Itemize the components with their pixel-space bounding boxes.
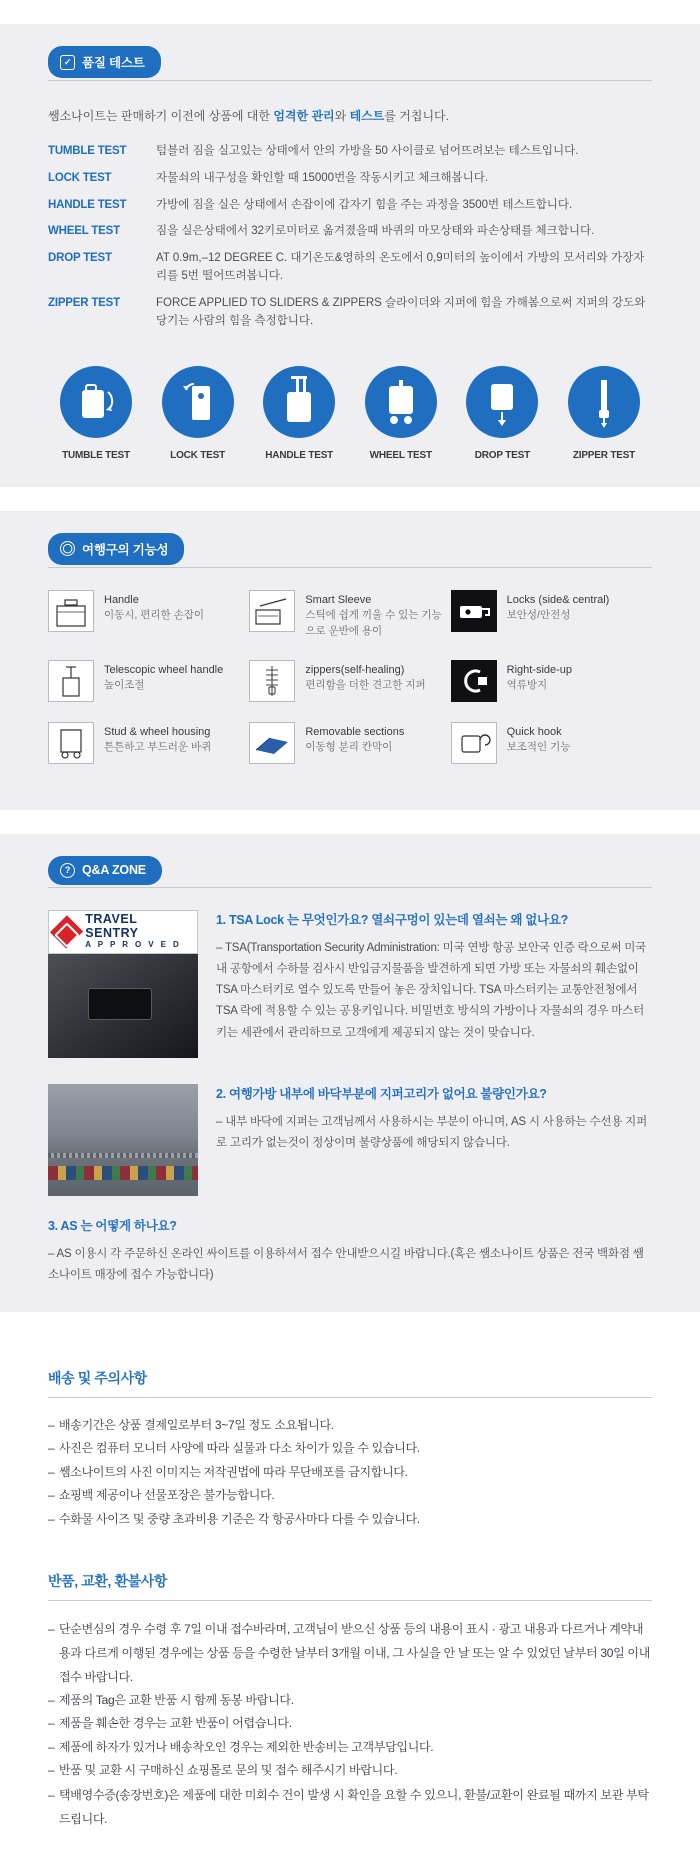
feature-en: Stud & wheel housing <box>104 725 211 738</box>
gap-shipping-returns <box>0 1531 700 1571</box>
zipper-test-icon <box>568 366 640 438</box>
quality-test-heading-label: 품질 테스트 <box>82 56 145 70</box>
qa-item <box>48 888 652 1058</box>
list-item: – 수화물 사이즈 및 중량 초과비용 기준은 각 항공사마다 다를 수 있습니다. <box>48 1508 652 1531</box>
quality-test-name: DROP TEST <box>48 252 112 265</box>
gap-quality-features <box>0 487 700 511</box>
feature-en: Removable sections <box>305 725 405 738</box>
zipper-strip <box>48 1153 198 1158</box>
feature-text <box>305 660 425 694</box>
quality-test-name: ZIPPER TEST <box>48 296 120 309</box>
quality-test-name: TUMBLE TEST <box>48 145 127 157</box>
travel-sentry-diamond-icon <box>50 915 83 948</box>
quality-icon-label: HANDLE TEST <box>265 449 334 461</box>
feature-ko: 이동시, 편리한 손잡이 <box>104 609 205 621</box>
quality-icon-label: LOCK TEST <box>170 449 226 461</box>
tsa-lock-image <box>48 954 198 1058</box>
qa-heading <box>48 856 162 885</box>
feature-en: Right-side-up <box>506 663 573 676</box>
list-item: – 단순변심의 경우 수령 후 7일 이내 접수바라며, 고객님이 받으신 상품 등의 내용이 표시 · 광고 내용과 다르거나 계약내용과 다르게 이행된 경우에는 상품 등을 수령한 날부터 3개월 이내, 그 사실을 안 날 또는 알 수 있었던 날부터 30일 이내 접수 바랍니다. <box>48 1617 652 1689</box>
feature-item <box>249 722 450 764</box>
lock-icon <box>451 590 497 632</box>
qa-item <box>48 1058 652 1196</box>
feature-ko: 역류방지 <box>506 679 548 691</box>
shipping-notice-list <box>48 1398 652 1531</box>
qa-question: 3. AS 는 어떻게 하나요? <box>48 1218 177 1233</box>
features-heading <box>48 533 184 565</box>
quality-icon-cell <box>48 366 144 461</box>
quality-icon-cell <box>454 366 550 461</box>
quality-icon-label: WHEEL TEST <box>369 449 432 461</box>
quality-intro-a: 쌤소나이트는 판매하기 이전에 상품에 대한 <box>48 109 274 123</box>
feature-item <box>249 590 450 640</box>
feature-item <box>48 722 249 764</box>
zipper-icon <box>249 660 295 702</box>
qa-answer: – 내부 바닥에 지퍼는 고객님께서 사용하시는 부분이 아니며, AS 시 사용하는 수선용 지퍼로 고리가 없는것이 정상이며 불량상품에 해당되지 않습니다. <box>216 1115 647 1149</box>
qa-question: 2. 여행가방 내부에 바닥부분에 지퍼고리가 없어요 불량인가요? <box>216 1086 547 1101</box>
returns-notice <box>0 1571 700 1831</box>
quality-test-heading <box>48 46 161 78</box>
list-item: – 배송기간은 상품 결제일로부터 3~7일 정도 소요됩니다. <box>48 1414 652 1437</box>
feature-ko: 편리함을 더한 견고한 지퍼 <box>305 679 426 691</box>
feature-en: zippers(self-healing) <box>305 663 405 676</box>
feature-item <box>249 660 450 702</box>
list-item: – 제품에 하자가 있거나 배송착오인 경우는 제외한 반송비는 고객부담입니다. <box>48 1736 652 1759</box>
quality-test-row <box>48 250 652 286</box>
qa-section <box>0 834 700 1313</box>
feature-item <box>451 660 652 702</box>
lock-test-icon <box>162 366 234 438</box>
travel-sentry-sub: A P P R O V E D <box>85 939 182 949</box>
gap-features-qa <box>0 810 700 834</box>
returns-notice-list <box>48 1601 652 1831</box>
feature-text <box>507 590 610 624</box>
feature-ko: 보안성/안전성 <box>506 609 571 621</box>
lining-stripe <box>48 1166 198 1180</box>
list-item: – 쇼핑백 제공이나 선물포장은 불가능합니다. <box>48 1484 652 1507</box>
handle-icon <box>48 590 94 632</box>
bag-interior-image <box>48 1084 198 1196</box>
quality-test-row <box>48 295 652 331</box>
quality-test-desc: 텀블러 짐을 실고있는 상태에서 안의 가방을 50 사이클로 넘어뜨려보는 테스트입니다. <box>156 145 579 157</box>
feature-item <box>48 590 249 640</box>
quality-icon-cell <box>556 366 652 461</box>
feature-text <box>507 722 571 756</box>
quality-icon-row <box>48 340 652 461</box>
removable-section-icon <box>249 722 295 764</box>
feature-en: Smart Sleeve <box>305 593 372 606</box>
bag-interior-photo <box>48 1084 198 1196</box>
quality-icon-cell <box>251 366 347 461</box>
quality-test-desc: 가방에 짐을 실은 상태에서 손잡이에 갑자기 힘을 주는 과정을 3500번 테스트합니다. <box>156 198 573 211</box>
feature-text <box>104 660 223 694</box>
quick-hook-icon <box>451 722 497 764</box>
right-side-up-icon <box>451 660 497 702</box>
drop-test-icon <box>466 366 538 438</box>
quality-test-row <box>48 143 652 161</box>
wheel-housing-icon <box>48 722 94 764</box>
quality-test-row <box>48 197 652 215</box>
feature-ko: 보조적인 기능 <box>506 741 571 753</box>
qa-question: 1. TSA Lock 는 무엇인가요? 열쇠구멍이 있는데 열쇠는 왜 없나요? <box>216 912 568 927</box>
quality-test-section <box>0 24 700 487</box>
features-section <box>0 511 700 810</box>
quality-test-list <box>48 143 652 331</box>
qa-answer: – AS 이용시 각 주문하신 온라인 싸이트를 이용하셔서 접수 안내받으시길 바랍니다.(혹은 쌤소나이트 상품은 전국 백화점 쌤소나이트 매장에 접수 가능합니다) <box>48 1247 644 1281</box>
feature-ko: 이동형 분리 칸막이 <box>305 741 393 753</box>
feature-text <box>104 590 204 624</box>
list-item: – 제품의 Tag은 교환 반품 시 함께 동봉 바랍니다. <box>48 1689 652 1712</box>
feature-text <box>104 722 211 756</box>
gap-qa-shipping <box>0 1312 700 1368</box>
quality-icon-label: DROP TEST <box>474 449 530 461</box>
quality-intro-strong1: 엄격한 관리 <box>273 109 335 123</box>
list-item: – 사진은 컴퓨터 모니터 사양에 따라 실물과 다소 차이가 있을 수 있습니다. <box>48 1437 652 1460</box>
feature-text <box>305 590 450 640</box>
list-item: – 반품 및 교환 시 구매하신 쇼핑몰로 문의 및 접수 해주시기 바랍니다. <box>48 1759 652 1782</box>
tsa-lock-photo <box>48 910 198 1058</box>
feature-en: Handle <box>104 593 139 606</box>
top-spacer <box>0 0 700 24</box>
qa-item-single <box>48 1196 652 1313</box>
feature-item <box>48 660 249 702</box>
quality-test-row <box>48 170 652 188</box>
feature-ko: 높이조절 <box>104 679 145 691</box>
feature-ko: 튼튼하고 부드러운 바퀴 <box>104 741 212 753</box>
quality-icon-cell <box>150 366 246 461</box>
feature-text <box>507 660 572 694</box>
quality-test-desc: FORCE APPLIED TO SLIDERS & ZIPPERS 슬라이더와 지퍼에 힘을 가해봄으로써 지퍼의 강도와 당기는 사람의 힘을 측정합니다. <box>156 296 646 327</box>
quality-intro <box>48 81 652 143</box>
quality-test-name: WHEEL TEST <box>48 225 120 238</box>
telescopic-handle-icon <box>48 660 94 702</box>
features-heading-label: 여행구의 기능성 <box>82 542 169 557</box>
feature-en: Quick hook <box>506 725 562 738</box>
bottom-spacer <box>0 1831 700 1855</box>
check-badge-icon: ✓ <box>60 55 75 70</box>
shipping-notice <box>0 1368 700 1531</box>
person-question-icon: ? <box>60 863 75 878</box>
quality-intro-strong2: 테스트 <box>349 109 385 123</box>
quality-test-row <box>48 223 652 241</box>
returns-notice-title: 반품, 교환, 환불사항 <box>48 1571 652 1601</box>
feature-item <box>451 722 652 764</box>
smart-sleeve-icon <box>249 590 295 632</box>
list-item: – 쌤소나이트의 사진 이미지는 저작권법에 따라 무단배포를 금지합니다. <box>48 1461 652 1484</box>
quality-test-name: LOCK TEST <box>48 171 112 184</box>
quality-test-name: HANDLE TEST <box>48 198 127 211</box>
quality-intro-b: 와 <box>334 109 350 123</box>
quality-icon-label: ZIPPER TEST <box>572 449 636 461</box>
feature-item <box>451 590 652 640</box>
feature-text <box>305 722 404 756</box>
handle-test-icon <box>263 366 335 438</box>
tumble-test-icon <box>60 366 132 438</box>
list-item: – 택배영수증(송장번호)은 제품에 대한 미회수 건이 발생 시 확인을 요할 수 있으니, 환불/교환이 완료될 때까지 보관 부탁드립니다. <box>48 1783 652 1831</box>
qa-heading-label: Q&A ZONE <box>82 863 146 877</box>
travel-sentry-logo <box>48 910 198 954</box>
quality-test-desc: 자물쇠의 내구성을 확인할 때 15000번을 작동시키고 체크해봅니다. <box>156 171 489 184</box>
magnifier-icon: ◯ <box>60 541 75 556</box>
features-grid <box>48 568 652 810</box>
list-item: – 제품을 훼손한 경우는 교환 반품이 어렵습니다. <box>48 1712 652 1735</box>
quality-test-desc: 짐을 실은상태에서 32키로미터로 옮겨졌을때 바퀴의 마모상태와 파손상태를 체크합니다. <box>156 225 595 238</box>
quality-test-desc: AT 0.9m,–12 DEGREE C. 대기온도&영하의 온도에서 0,9미터의 높이에서 가방의 모서리와 가장자리를 5번 떨어뜨려봅니다. <box>156 252 645 283</box>
feature-en: Locks (side& central) <box>506 593 610 606</box>
quality-intro-c: 를 거칩니다. <box>384 109 449 123</box>
feature-ko: 스틱에 쉽게 끼울 수 있는 기능으로 운반에 용이 <box>305 609 442 637</box>
qa-answer: – TSA(Transportation Security Administration: 미국 연방 항공 보안국 인증 락으로써 미국 내 공항에서 수하물 검사시 반입금지물품을 발견하게 되면 가방 또는 자물쇠의 훼손없이 TSA 마스터키로 열수 있도록 만들어 놓은 장치입니다. TSA 마스터키는 교통안전청에서 TSA 락에 적용할 수 있는 공용키입니다. 비밀번호 방식의 가방이나 자물쇠의 경우 마스터키는 세관에서 관리하므로 고객에게 제공되지 않는 것이 맞습니다. <box>216 941 647 1039</box>
feature-en: Telescopic wheel handle <box>104 663 224 676</box>
quality-icon-label: TUMBLE TEST <box>62 449 130 461</box>
travel-sentry-title: TRAVEL SENTRY <box>85 912 139 941</box>
wheel-test-icon <box>365 366 437 438</box>
quality-icon-cell <box>353 366 449 461</box>
shipping-notice-title: 배송 및 주의사항 <box>48 1368 652 1398</box>
